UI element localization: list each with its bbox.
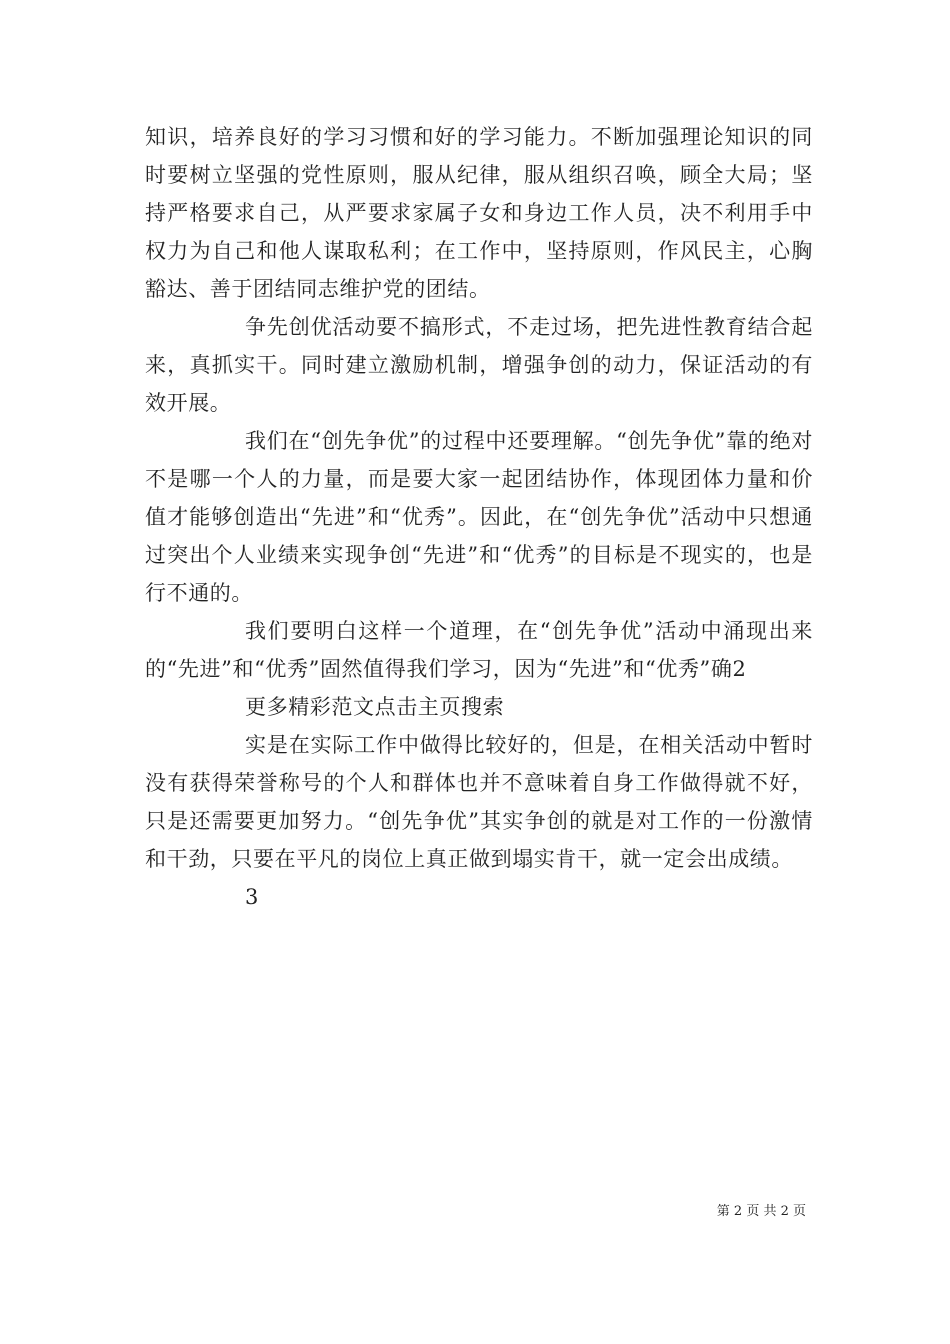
page-number-marker: 3 (245, 885, 259, 909)
paragraph-3: 我们在“创先争优”的过程中还要理解。“创先争优”靠的绝对不是哪一个人的力量，而是要大家一起团结协作，体现团体力量和价值才能够创造出“先进”和“优秀”。因此，在“创先争优”活动中只想通过突出个人业绩来实现争创“先进”和“优秀”的目标是不现实的，也是行不通的。 (145, 429, 813, 605)
page-footer: 第 2 页 共 2 页 (716, 1204, 806, 1219)
paragraph-4: 我们要明白这样一个道理，在“创先争优”活动中涌现出来的“先进”和“优秀”固然值得我们学习，因为“先进”和“优秀”确2 (145, 619, 813, 681)
promo-text: 更多精彩范文点击主页搜索 (245, 695, 505, 719)
document-body (145, 118, 813, 916)
paragraph-1: 知识，培养良好的学习习惯和好的学习能力。不断加强理论知识的同时要树立坚强的党性原则，服从纪律，服从组织召唤，顾全大局；坚持严格要求自己，从严要求家属子女和身边工作人员，决不利用手中权力为自己和他人谋取私利；在工作中，坚持原则，作风民主，心胸豁达、善于团结同志维护党的团结。 (145, 125, 813, 301)
paragraph-2: 争先创优活动要不搞形式，不走过场，把先进性教育结合起来，真抓实干。同时建立激励机制，增强争创的动力，保证活动的有效开展。 (145, 315, 813, 415)
paragraph-5: 实是在实际工作中做得比较好的，但是，在相关活动中暂时没有获得荣誉称号的个人和群体也并不意味着自身工作做得就不好，只是还需要更加努力。“创先争优”其实争创的就是对工作的一份激情和干劲，只要在平凡的岗位上真正做到塌实肯干，就一定会出成绩。 (145, 733, 813, 871)
